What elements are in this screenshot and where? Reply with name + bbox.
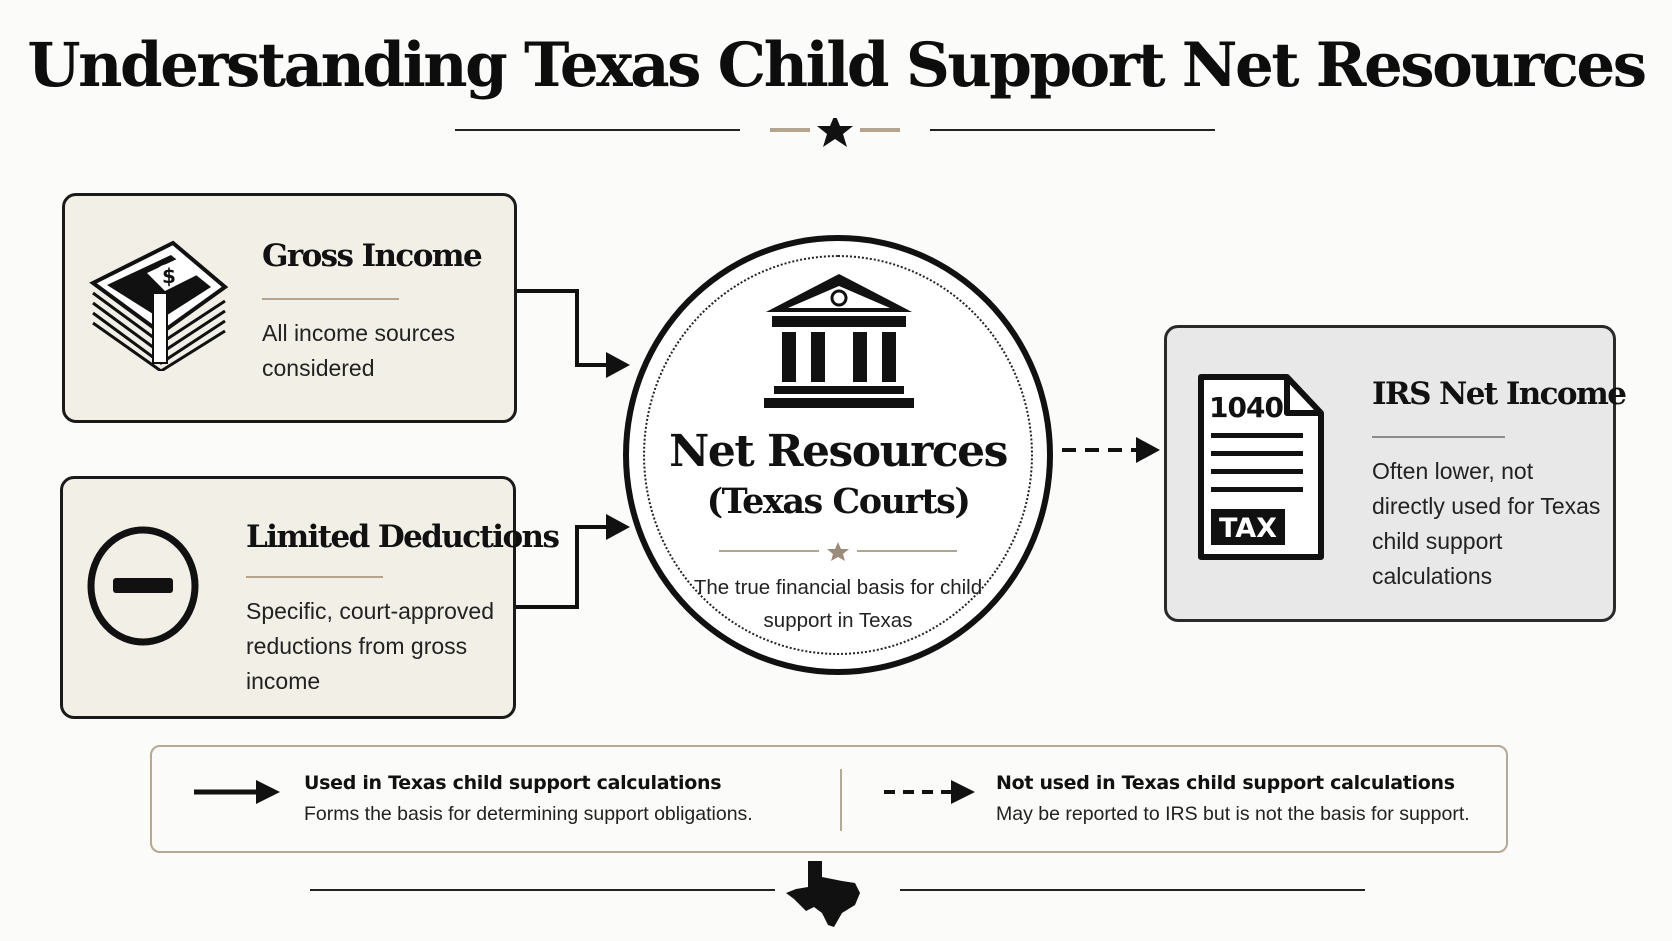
svg-text:$: $ (162, 264, 176, 288)
center-divider (719, 541, 957, 561)
net-resources-circle (623, 235, 1053, 675)
net-resources-subtitle: (Texas Courts) (706, 481, 970, 522)
limited-deductions-description: Specific, court-approved reductions from gross income (246, 598, 495, 694)
title-divider (455, 118, 1215, 158)
gross-income-description: All income sources considered (262, 320, 456, 381)
limited-deductions-rule (246, 576, 383, 578)
form-number: 1040 (1209, 391, 1283, 424)
solid-arrow-legend-icon (192, 777, 282, 807)
star-icon (827, 542, 849, 561)
limited-deductions-title: Limited Deductions (246, 519, 559, 555)
gross-income-card (62, 193, 517, 423)
legend-used-heading: Used in Texas child support calculations (304, 772, 722, 794)
net-resources-description: The true financial basis for child support in Texas (693, 576, 983, 632)
arrow-gross-to-net (517, 291, 630, 378)
dashed-arrow-net-to-irs (1062, 437, 1160, 463)
bottom-divider (310, 855, 1365, 935)
legend-not-used-heading: Not used in Texas child support calculations (996, 772, 1455, 794)
gross-income-title: Gross Income (262, 238, 482, 274)
dashed-arrow-legend-icon (882, 777, 977, 807)
page-title: Understanding Texas Child Support Net Resources (27, 30, 1645, 101)
legend-used-text: Forms the basis for determining support obligations. (304, 803, 753, 825)
star-icon (817, 118, 853, 147)
gross-income-rule (262, 298, 399, 300)
irs-net-income-title: IRS Net Income (1372, 376, 1626, 412)
irs-net-income-card (1164, 325, 1626, 622)
form-label: TAX (1218, 513, 1278, 544)
texas-state-icon (786, 861, 860, 927)
irs-net-income-description: Often lower, not directly used for Texas child support calculations (1372, 458, 1601, 589)
limited-deductions-card (60, 476, 559, 719)
legend-separator (840, 769, 842, 831)
net-resources-title: Net Resources (669, 426, 1007, 477)
legend-not-used-text: May be reported to IRS but is not the basis for support. (996, 803, 1470, 825)
tax-form-icon (1195, 373, 1327, 563)
money-stack-icon (85, 231, 233, 371)
courthouse-icon (762, 266, 917, 411)
legend (150, 745, 1508, 853)
minus-circle-icon (85, 524, 201, 648)
irs-net-income-rule (1372, 436, 1505, 438)
